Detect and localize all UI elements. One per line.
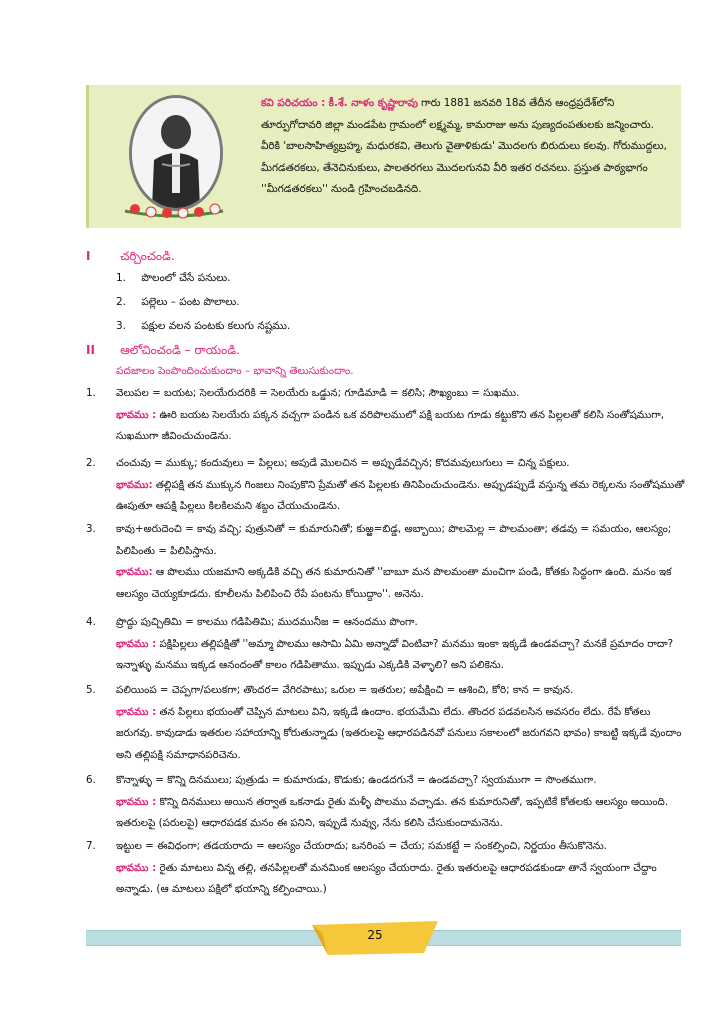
discussion-item-text: పొలంలో చేసే పనులు.: [141, 272, 231, 284]
discussion-item-number: 3.: [116, 320, 127, 332]
meaning-label: భావము:: [116, 478, 153, 491]
poet-portrait-image: [132, 98, 220, 208]
item-words: ఇట్టుల = ఈవిధంగా; తడయరాదు = ఆలస్యం చేయరాదు; ఒనరింప = చేయ; సమకట్టే = సంకల్పించి, నిర్ణయం తీసుకొనెను.: [116, 840, 607, 852]
discussion-item-text: పల్లెలు – పంట పొలాలు.: [141, 296, 240, 308]
vocabulary-subheading: పదజాలం పెంపొందించుకుందాం – భావాన్ని తెలుసుకుందాం.: [116, 365, 354, 377]
item-words: ప్రొద్దు పుచ్చితిమి = కాలము గడిపితిమి; ముదమునీజ = ఆనందము పొంగా.: [116, 616, 418, 628]
item-number: 7.: [86, 840, 96, 852]
poet-portrait: [129, 95, 223, 211]
section-2-heading: [86, 343, 240, 360]
meaning-label: భావము:: [116, 566, 153, 578]
item-number: 1.: [86, 387, 96, 399]
discussion-item: [116, 272, 231, 287]
item-words: చంచువు = ముక్కు; కందువులు = పిల్లలు; అపుడే మొలచిన = అప్పుడేవచ్చిన; కొదమవులుగులు = చిన్న పక్షులు.: [116, 457, 570, 469]
bio-label: కవి పరిచయం :: [261, 97, 326, 109]
item-number: 2.: [86, 457, 96, 469]
item-number: 5.: [86, 684, 96, 696]
section-1-title: చర్చించండి.: [120, 249, 175, 263]
vocabulary-item: [86, 453, 686, 518]
bio-body: గారు 1881 జనవరి 18వ తేదీన ఆంధ్రప్రదేశ్‌లోని తూర్పుగోదావరి జిల్లా మండపేట గ్రామంలో లక్ష్మమ్మ, కామరాజు అను పుణ్యదంపతులకు జన్మించారు. వీరికి 'బాలసాహిత్యబ్రహ్మ, మధురకవి, తెలుగు వైతాళికుడు' మొదలగు బిరుదులు కలవు. గోరుముద్దలు, మీగడతరకలు, తేనెచినుకులు, పాలతరగలు మొదలగునవి వీరి ఇతర రచనలు. ప్రస్తుత పాఠ్యభాగం ''మీగడతరకలు'' నుండి గ్రహించబడినది.: [261, 97, 667, 195]
vocabulary-item: [86, 519, 686, 605]
item-meaning: ఆ పొలము యజమాని అక్కడికి వచ్చి తన కుమారునితో ''బాబూ మన పొలమంతా మంచిగా పండి, కోతకు సిద్ధంగా ఉంది. మనం ఇక ఆలస్యం చెయ్యకూడదు. కూలీలను పిలిపించి రేపే పంటను కోయిద్దాం''. అనెను.: [116, 566, 672, 600]
item-number: 4.: [86, 616, 96, 628]
poet-bio-box: [86, 85, 681, 228]
section-2-number: II: [86, 343, 95, 357]
discussion-item: [116, 320, 290, 335]
vocabulary-item: [86, 770, 686, 835]
vocabulary-item: [86, 612, 686, 677]
bio-poet-name: కీ.శే. నాళం కృష్ణారావు: [328, 97, 418, 109]
item-number: 6.: [86, 774, 96, 786]
item-words: వెలుపల = బయట; సెలయేరుదరికి = సెలయేరు ఒడ్డున; గూడిమాడి = కలిసి; సౌఖ్యంబు = సుఖము.: [116, 387, 520, 399]
vocabulary-item: [86, 680, 686, 766]
meaning-label: భావము :: [116, 795, 157, 808]
vocabulary-item: [86, 383, 686, 448]
vocabulary-item: [86, 836, 686, 901]
item-number: 3.: [86, 523, 96, 535]
section-2-title: ఆలోచించండి – రాయండి.: [120, 343, 240, 357]
discussion-item-number: 1.: [116, 272, 127, 284]
item-meaning: రైతు మాటలు విన్న తల్లి, తనపిల్లలతో మనమింక ఆలస్యం చేయరాదు. రైతు ఇతరులపై ఆధారపడకుండా తానే స్వయంగా చేద్దాం అన్నాడు. (ఆ మాటలు పక్షిలో భయాన్ని కల్పించాయి.): [116, 861, 657, 895]
discussion-item-number: 2.: [116, 296, 127, 308]
section-1-heading: [86, 249, 175, 266]
meaning-label: భావము :: [116, 408, 157, 421]
item-meaning: పక్షిపిల్లలు తల్లిపక్షితో ''అమ్మా పొలము ఆసామి ఏమి అన్నాడో వింటివా? మనము ఇంకా ఇక్కడే ఉండవచ్చా? మనకే ప్రమాదం రాదా? ఇన్నాళ్ళు మనము ఇక్కడ ఆనందంతో కాలం గడిపితాము. ఇప్పుడు ఎక్కడికి వెళ్ళాలి? అని పలికెను.: [116, 637, 674, 671]
meaning-label: భావము :: [116, 637, 157, 650]
discussion-item: [116, 296, 240, 311]
item-words: కావు+అరుదెంచి = కావు వచ్చి; పుత్రునితో = కుమారునితో; కుఱ్ఱ=బిడ్డ, అబ్బాయి; పొలమెల్ల = పొలమంతా; తడవు = సమయం, ఆలస్యం; పిలిపింతు = పిలిపిస్తాను.: [116, 523, 672, 557]
item-words: కొన్నాళ్ళు = కొన్ని దినములు; పుత్రుడు = కుమారుడు, కొడుకు; ఉండదగునే = ఉండవచ్చా? స్వయముగా = సొంతముగా.: [116, 774, 597, 786]
section-1-number: I: [86, 249, 91, 263]
item-meaning: తన పిల్లలు భయంతో చెప్పిన మాటలు విని, ఇక్కడే ఉందాం. భయమేమి లేదు. తొందర పడవలసిన అవసరం లేదు. రేపే కోతలు జరుగవు. కావుడాడు ఇతరుల సహాయాన్ని కోరుతున్నాడు (ఇతరులపై ఆధారపడినవో పనులు సకాలంలో జరుగవని భావం) కాబట్టి ఇక్కడే వుందాం అని తల్లిపక్షి సమాధానపరిచెను.: [116, 705, 682, 761]
page-number: 25: [367, 928, 383, 942]
poet-bio-text: [261, 93, 673, 201]
meaning-label: భావము :: [116, 705, 157, 718]
item-meaning: తల్లిపక్షి తన ముక్కున గింజలు నింపుకొని ప్రేమతో తన పిల్లలకు తినిపించుచుండెను. అప్పుడప్పుడే వస్తున్న తమ రెక్కలను సంతోషముతో ఊపుతూ ఆపక్షి పిల్లలు కిలకిలమని శబ్దం చేయుచుండెను.: [116, 478, 685, 512]
item-meaning: ఊరి బయట సెలయేరు పక్కన వచ్చగా పండిన ఒక వరిపొలములో పక్షి బయట గూడు కట్టుకొని తన పిల్లలతో కలిసి సంతోషముగా, సుఖముగా జీవించుచుండెను.: [116, 408, 665, 442]
meaning-label: భావము :: [116, 861, 157, 874]
item-words: పలియింప = చెప్పగా/పలుకగా; తొందర= వేగిరపాటు; ఒరుల = ఇతరుల; అపేక్షించి = ఆశించి, కోరి; కాన = కావున.: [116, 684, 574, 696]
flower-garland-decoration: [121, 197, 227, 219]
item-meaning: కొన్ని దినములు అయిన తర్వాత ఒకనాడు రైతు మళ్ళీ పొలము వచ్చాడు. తన కుమారునితో, ఇప్పటికే కోతలకు ఆలస్యం అయింది. ఇతరులపై (పరులపై) ఆధారపడక మనం ఈ పనిని, ఇప్పుడే నువ్వు, నేను కలిసి చేసుకుందామనెను.: [116, 795, 669, 829]
discussion-item-text: పక్షుల వలన పంటకు కలుగు నష్టము.: [141, 320, 291, 332]
